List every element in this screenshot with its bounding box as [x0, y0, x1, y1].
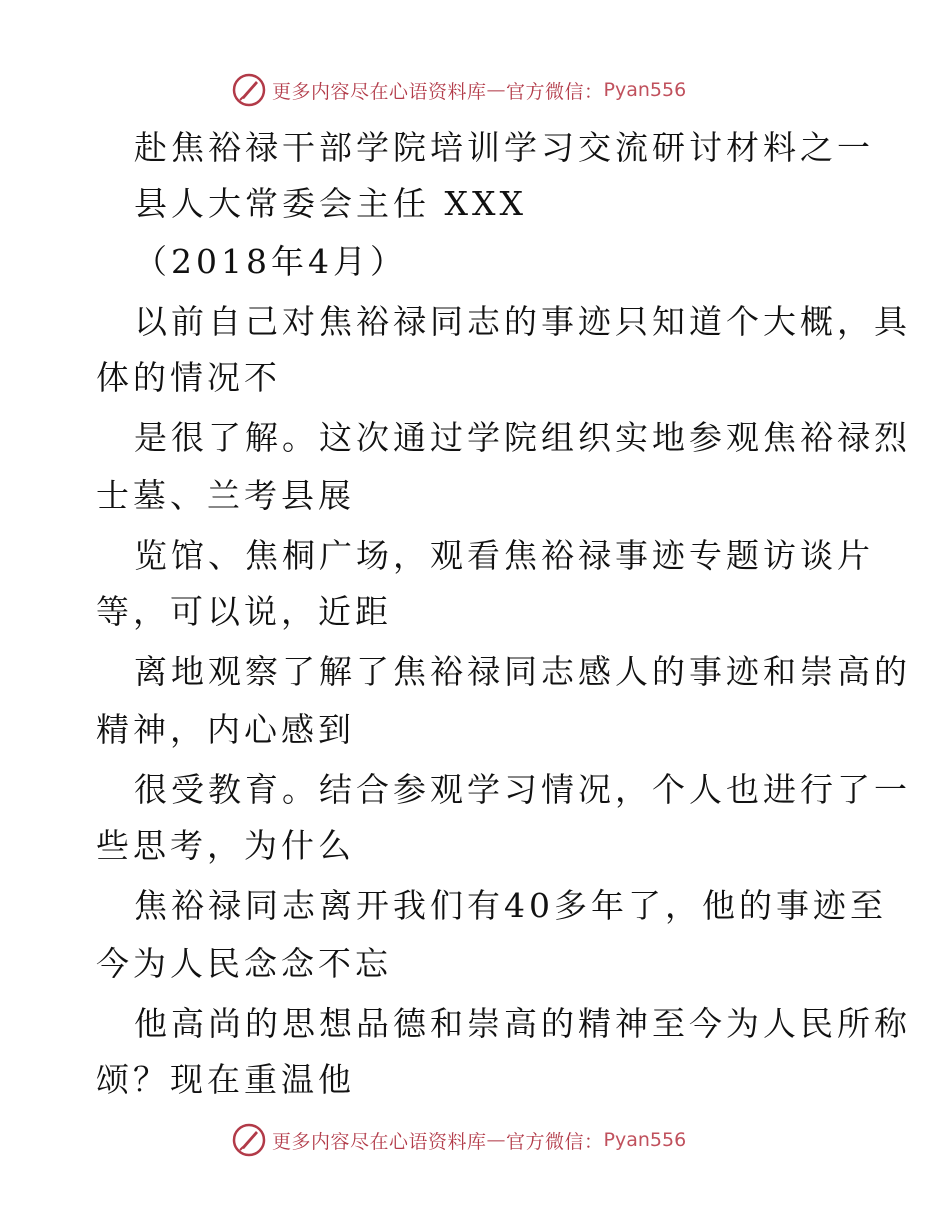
body-line: 是很了解。这次通过学院组织实地参观焦裕禄烈 — [134, 418, 911, 457]
document-title: 赴焦裕禄干部学院培训学习交流研讨材料之一 — [134, 128, 874, 167]
body-line: 他高尚的思想品德和崇高的精神至今为人民所称 — [134, 1004, 911, 1043]
body-line: 士墓、兰考县展 — [96, 476, 355, 515]
date-line: （2018年4月） — [134, 242, 407, 281]
body-line: 览馆、焦桐广场，观看焦裕禄事迹专题访谈片 — [134, 536, 874, 575]
author-line: 县人大常委会主任 XXX — [134, 184, 527, 223]
watermark-wechat-id: Pyan556 — [603, 79, 687, 101]
body-line: 今为人民念念不忘 — [96, 944, 392, 983]
watermark-site-text: 更多内容尽在心语资料库 — [272, 1130, 487, 1153]
body-line: 精神，内心感到 — [96, 710, 355, 749]
watermark-separator: — — [486, 79, 507, 101]
watermark-wechat-label: 官方微信： — [506, 80, 604, 103]
body-line: 颂？现在重温他 — [96, 1060, 355, 1099]
watermark-wechat-label: 官方微信： — [506, 1130, 604, 1153]
body-line: 以前自己对焦裕禄同志的事迹只知道个大概，具 — [134, 302, 911, 341]
watermark-separator: — — [486, 1129, 507, 1151]
watermark-site-text: 更多内容尽在心语资料库 — [272, 80, 487, 103]
body-line: 体的情况不 — [96, 358, 281, 397]
body-line: 很受教育。结合参观学习情况，个人也进行了一 — [134, 770, 911, 809]
body-line: 离地观察了解了焦裕禄同志感人的事迹和崇高的 — [134, 652, 911, 691]
body-line: 焦裕禄同志离开我们有40多年了，他的事迹至 — [134, 886, 887, 925]
footer-watermark — [232, 1122, 686, 1158]
body-line: 等，可以说，近距 — [96, 592, 392, 631]
body-line: 些思考，为什么 — [96, 826, 355, 865]
watermark-wechat-id: Pyan556 — [603, 1129, 687, 1151]
quill-logo-icon — [232, 1123, 266, 1157]
